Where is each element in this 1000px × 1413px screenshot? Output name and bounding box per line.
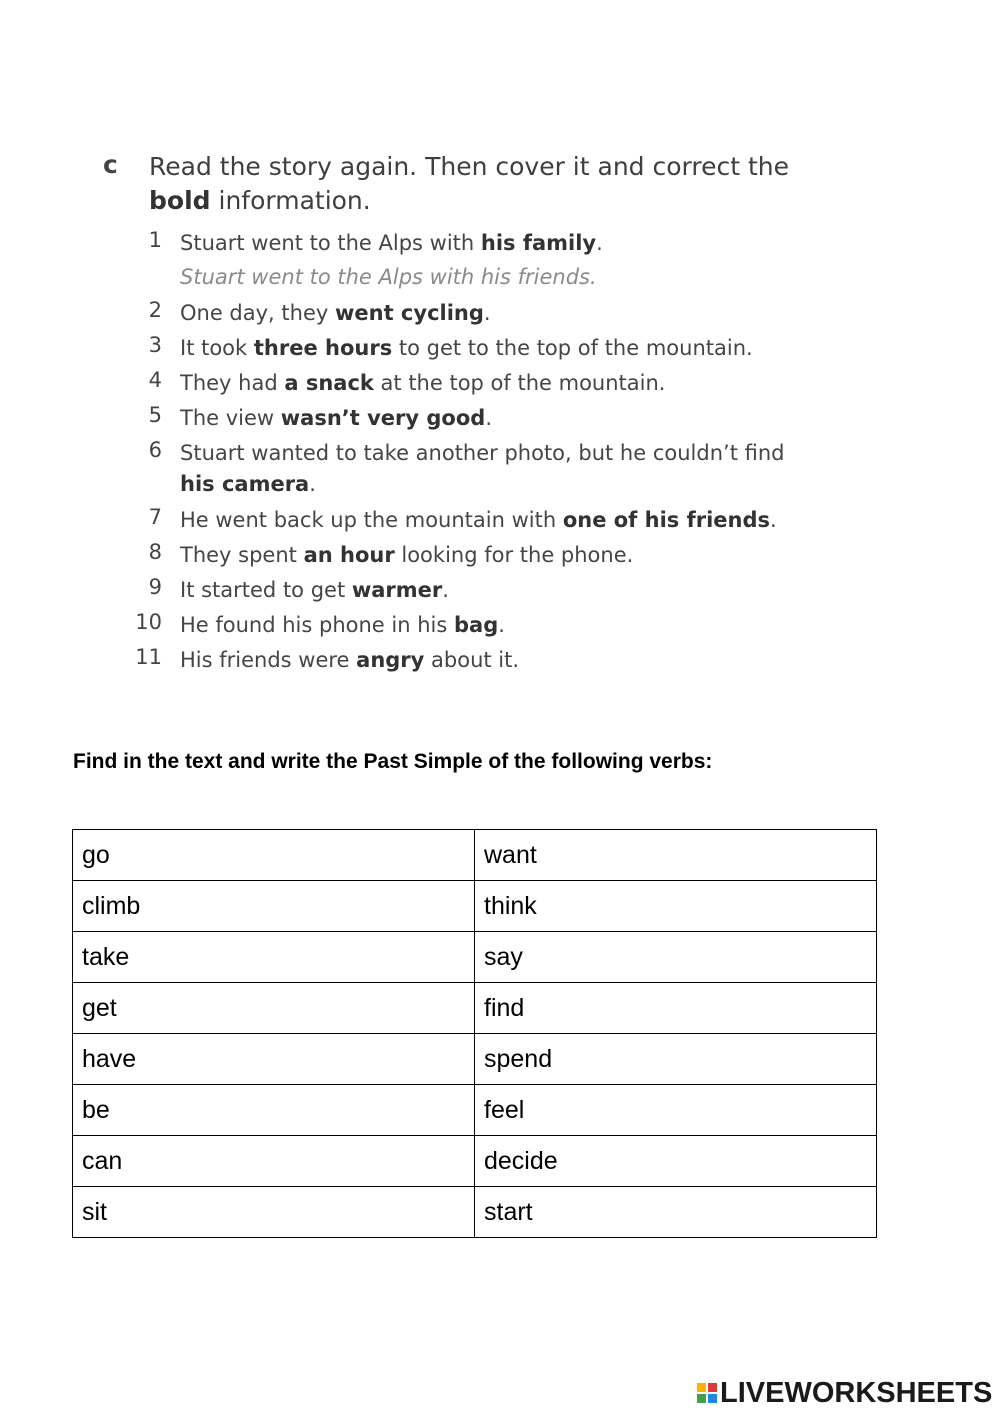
item-number: 11 [135, 645, 162, 669]
verb-cell: say [475, 932, 877, 983]
item-number: 9 [148, 575, 162, 599]
item-number: 8 [148, 540, 162, 564]
item-number: 10 [135, 610, 162, 634]
item-text: His friends were angry about it. [180, 648, 520, 672]
item-text: Stuart went to the Alps with his family. [180, 231, 603, 255]
verbs-table [72, 829, 877, 1238]
table-row [73, 881, 877, 932]
verb-cell: get [73, 983, 475, 1034]
table-row [73, 932, 877, 983]
verb-cell: go [73, 830, 475, 881]
verb-cell: take [73, 932, 475, 983]
verb-cell: be [73, 1085, 475, 1136]
table-row [73, 1136, 877, 1187]
verb-cell: decide [475, 1136, 877, 1187]
item-text: Stuart wanted to take another photo, but he couldn’t find his camera. [180, 441, 785, 496]
verb-cell: find [475, 983, 877, 1034]
item-text: He found his phone in his bag. [180, 613, 505, 637]
verb-cell: climb [73, 881, 475, 932]
verb-cell: sit [73, 1187, 475, 1238]
verb-cell: feel [475, 1085, 877, 1136]
instruction-text-2: information. [210, 186, 371, 215]
table-row [73, 1085, 877, 1136]
item-number: 2 [148, 298, 162, 322]
item-text: They spent an hour looking for the phone. [180, 543, 634, 567]
verb-cell: have [73, 1034, 475, 1085]
verb-cell: spend [475, 1034, 877, 1085]
item-number: 4 [148, 368, 162, 392]
verb-cell: can [73, 1136, 475, 1187]
instruction-text-1: Read the story again. Then cover it and correct the [149, 152, 789, 181]
item-number: 6 [148, 438, 162, 462]
item-number: 7 [148, 505, 162, 529]
table-row [73, 983, 877, 1034]
verb-cell: think [475, 881, 877, 932]
logo-text: LIVEWORKSHEETS [720, 1376, 993, 1409]
verb-cell: want [475, 830, 877, 881]
exercise-letter: c [103, 150, 118, 179]
table-row [73, 1187, 877, 1238]
item-text: He went back up the mountain with one of his friends. [180, 508, 777, 532]
task-title: Find in the text and write the Past Simple of the following verbs: [73, 750, 713, 773]
liveworksheets-logo [697, 1377, 992, 1409]
table-row [73, 830, 877, 881]
verb-cell: start [475, 1187, 877, 1238]
item-text: They had a snack at the top of the mountain. [180, 371, 666, 395]
item-text: One day, they went cycling. [180, 301, 491, 325]
item-number: 3 [148, 333, 162, 357]
table-row [73, 1034, 877, 1085]
exercise-instruction [149, 150, 829, 218]
item-text: It took three hours to get to the top of the mountain. [180, 336, 753, 360]
item-number: 5 [148, 403, 162, 427]
item-number: 1 [148, 228, 162, 252]
example-answer: Stuart went to the Alps with his friends. [180, 265, 597, 289]
item-text: It started to get warmer. [180, 578, 449, 602]
instruction-bold-word: bold [149, 186, 211, 215]
logo-icon [697, 1383, 717, 1403]
item-text: The view wasn’t very good. [180, 406, 493, 430]
